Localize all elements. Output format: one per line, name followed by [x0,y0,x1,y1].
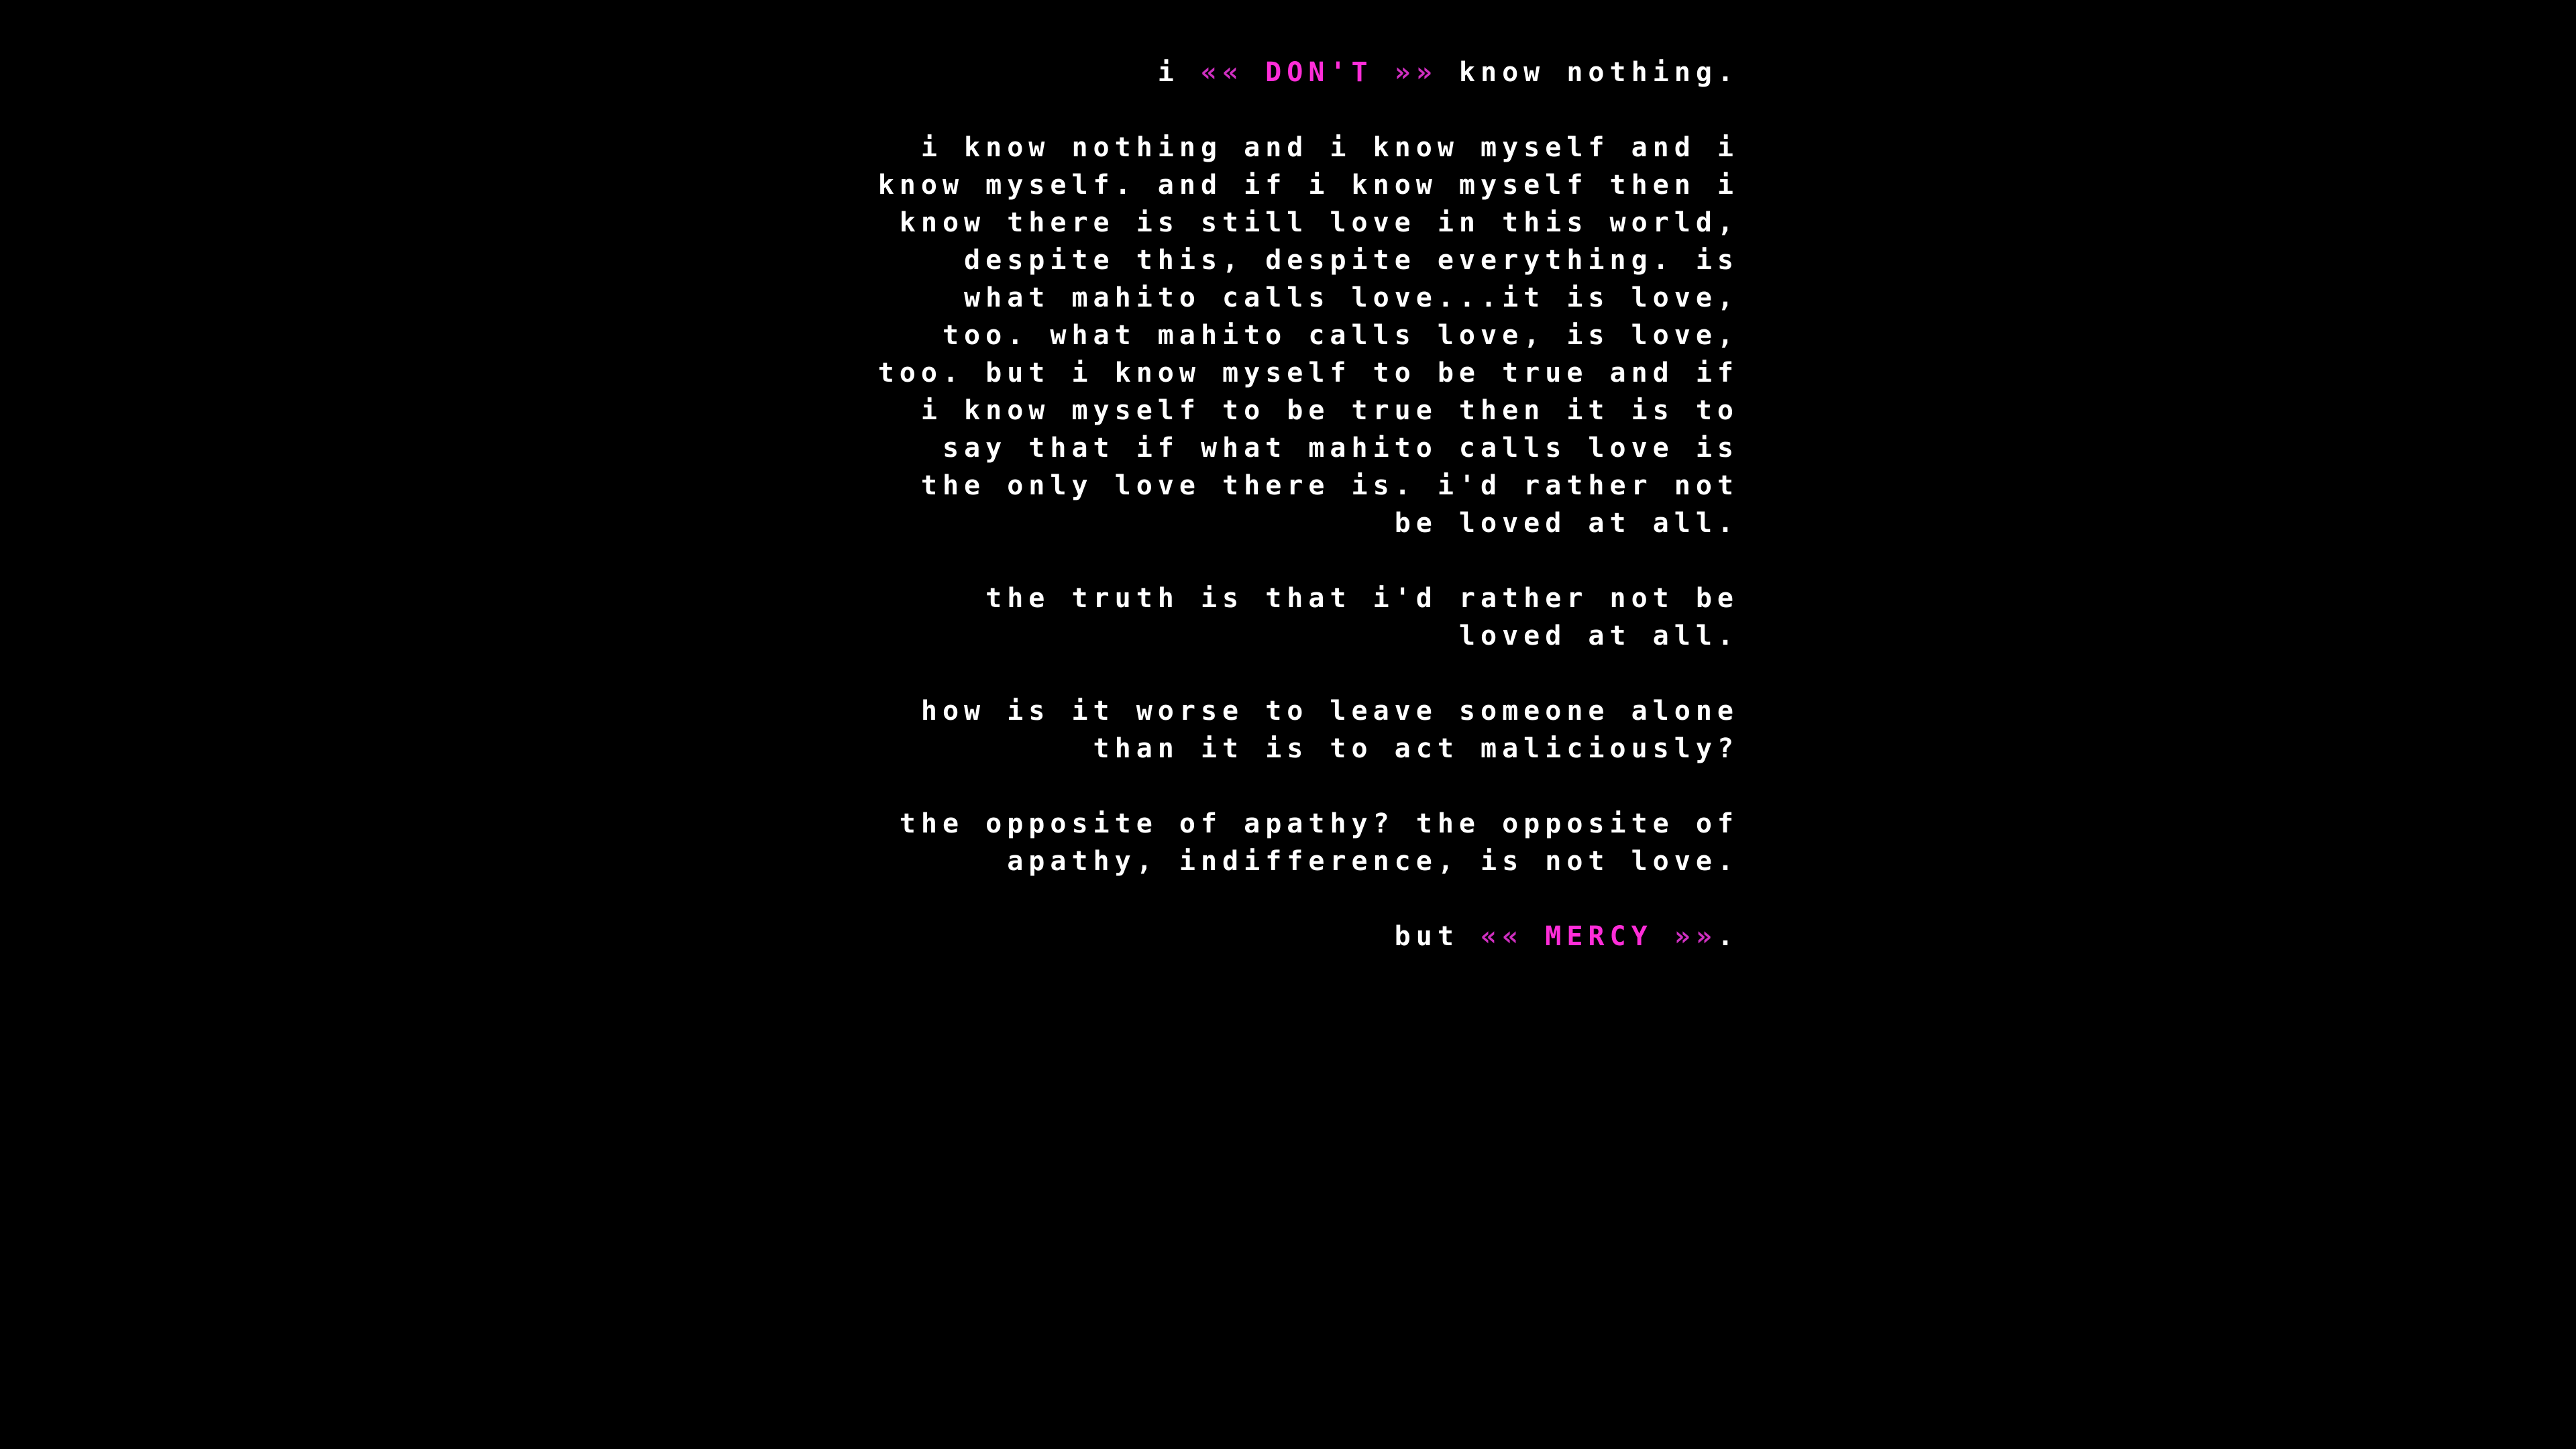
text-segment: . [1717,921,1739,952]
text-segment: too. what mahito calls love, is love, [942,320,1739,351]
text-segment: what mahito calls love...it is love, [964,282,1739,313]
text-segment: know nothing. [1437,57,1739,88]
dialogue-line [733,580,1739,617]
dialogue-line [733,91,1739,129]
dialogue-line [733,204,1739,241]
dialogue-line [733,730,1739,767]
text-segment: despite this, despite everything. is [964,245,1739,276]
emphasis-bracket: «« [1480,921,1546,952]
dialogue-line [733,843,1739,880]
text-segment: too. but i know myself to be true and if [877,358,1739,388]
text-segment: i know nothing and i know myself and i [920,132,1739,163]
dialogue-line [733,655,1739,692]
text-segment: know there is still love in this world, [899,207,1739,238]
dialogue-line [733,429,1739,467]
text-segment: be loved at all. [1394,508,1739,539]
text-segment: loved at all. [1458,621,1739,651]
dialogue-text-block [733,54,1739,955]
text-segment: know myself. and if i know myself then i [877,170,1739,201]
dialogue-line [733,354,1739,392]
dialogue-line [733,241,1739,279]
text-segment: the only love there is. i'd rather not [920,470,1739,501]
text-segment: the opposite of apathy? the opposite of [899,808,1739,839]
text-segment: apathy, indifference, is not love. [1007,846,1739,877]
emphasis-bracket: «« [1200,57,1266,88]
dialogue-line [733,166,1739,204]
dialogue-line [733,504,1739,542]
text-segment: say that if what mahito calls love is [942,433,1739,464]
emphasis-word: MERCY [1545,921,1653,952]
dialogue-line [733,279,1739,317]
text-segment: the truth is that i'd rather not be [985,583,1739,614]
dialogue-line [733,880,1739,918]
dialogue-line [733,129,1739,166]
dialogue-line [733,392,1739,429]
emphasis-bracket: »» [1652,921,1717,952]
dialogue-line [733,467,1739,504]
text-segment: i know myself to be true then it is to [920,395,1739,426]
dialogue-line [733,54,1739,91]
emphasis-bracket: »» [1373,57,1438,88]
dialogue-line [733,767,1739,805]
text-segment: how is it worse to leave someone alone [920,696,1739,727]
dialogue-line [733,918,1739,955]
dialogue-line [733,542,1739,580]
dialogue-line [733,617,1739,655]
dialogue-line [733,692,1739,730]
dialogue-line [733,805,1739,843]
emphasis-word: DON'T [1265,57,1373,88]
text-segment: i [1157,57,1201,88]
text-segment: than it is to act maliciously? [1093,733,1739,764]
text-segment: but [1394,921,1481,952]
dialogue-line [733,317,1739,354]
